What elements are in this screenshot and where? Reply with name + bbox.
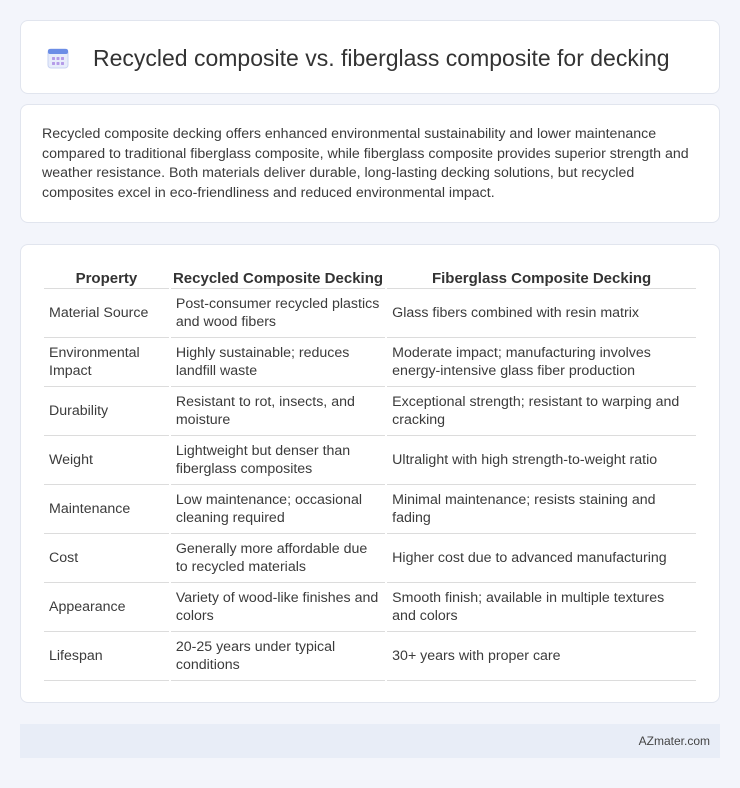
comparison-table-card [20,244,720,703]
property-cell: Maintenance [44,485,169,534]
recycled-cell: Generally more affordable due to recycled materials [171,534,385,583]
footer-brand: AZmater.com [638,734,710,748]
summary-text: Recycled composite decking offers enhanced environmental sustainability and lower maintenance compared to traditional fiberglass composite, while fiberglass composite provides superior strength and weather resistance. Both materials deliver durable, long-lasting decking solutions, but recycled composites excel in eco-friendliness and reduced environmental impact. [42,126,689,201]
header-card [20,20,720,94]
recycled-cell: Post-consumer recycled plastics and wood fibers [171,289,385,338]
header-property: Property [44,265,169,289]
recycled-cell: Variety of wood-like finishes and colors [171,583,385,632]
table-row [44,436,696,485]
property-cell: Weight [44,436,169,485]
fiberglass-cell: Smooth finish; available in multiple textures and colors [387,583,696,632]
table-row [44,289,696,338]
fiberglass-cell: Exceptional strength; resistant to warping and cracking [387,387,696,436]
table-row [44,632,696,681]
fiberglass-cell: Minimal maintenance; resists staining and fading [387,485,696,534]
fiberglass-cell: 30+ years with proper care [387,632,696,681]
property-cell: Lifespan [44,632,169,681]
fiberglass-cell: Glass fibers combined with resin matrix [387,289,696,338]
property-cell: Material Source [44,289,169,338]
table-row [44,583,696,632]
recycled-cell: Lightweight but denser than fiberglass composites [171,436,385,485]
property-cell: Durability [44,387,169,436]
fiberglass-cell: Ultralight with high strength-to-weight ratio [387,436,696,485]
table-header-row [44,265,696,289]
table-row [44,534,696,583]
header-fiberglass: Fiberglass Composite Decking [387,265,696,289]
recycled-cell: 20-25 years under typical conditions [171,632,385,681]
header-recycled: Recycled Composite Decking [171,265,385,289]
property-cell: Environmental Impact [44,338,169,387]
fiberglass-cell: Higher cost due to advanced manufacturing [387,534,696,583]
footer-bar [20,724,720,758]
summary-card [20,104,720,223]
table-row [44,485,696,534]
fiberglass-cell: Moderate impact; manufacturing involves energy-intensive glass fiber production [387,338,696,387]
comparison-table [42,265,698,681]
recycled-cell: Low maintenance; occasional cleaning required [171,485,385,534]
page-title: Recycled composite vs. fiberglass composite for decking [93,45,670,71]
property-cell: Cost [44,534,169,583]
recycled-cell: Highly sustainable; reduces landfill waste [171,338,385,387]
property-cell: Appearance [44,583,169,632]
table-row [44,387,696,436]
calendar-grid-icon [47,47,69,69]
recycled-cell: Resistant to rot, insects, and moisture [171,387,385,436]
table-row [44,338,696,387]
